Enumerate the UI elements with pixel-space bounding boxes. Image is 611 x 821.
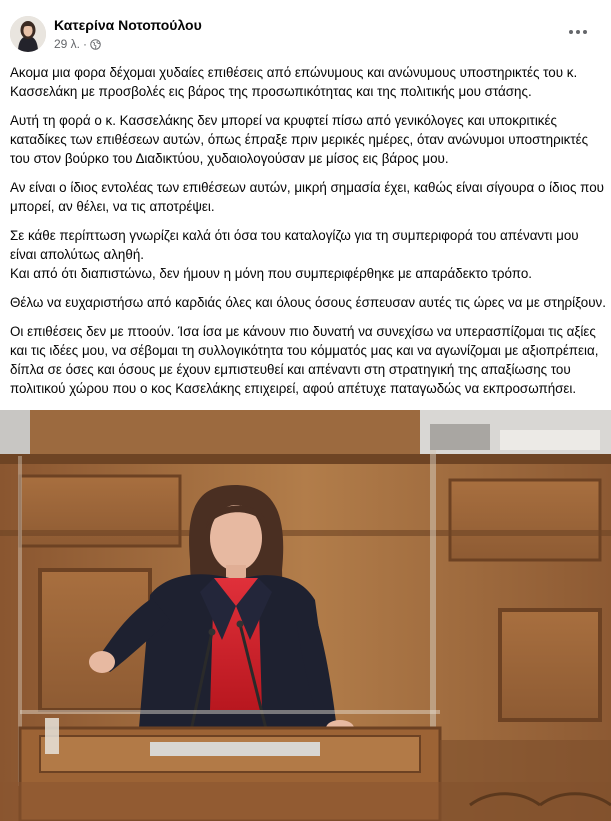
post-meta: 29 λ. · bbox=[54, 37, 101, 51]
more-options-icon[interactable] bbox=[566, 22, 590, 42]
post-paragraph: Σε κάθε περίπτωση γνωρίζει καλά ότι όσα του καταλογίζω για τη συμπεριφορά του απέναντι μου είναι απολύτως αληθή. bbox=[10, 228, 579, 262]
post-paragraph: Οι επιθέσεις δεν με πτοούν. Ίσα ίσα με κάνουν πιο δυνατή να συνεχίσω να υπερασπίζομαι τις αξίες και τις ιδέες μου, να σέβομαι τη συλλογικότητα του κόμματός μας και να αγωνίζομαι με αξιοπρέπεια, δίπλα σε όσες και όσους με έχουν εμπιστευθεί και απέναντι στη στρατηγική της απαξίωσης του πολιτικού χώρου που ο κος Κασελάκης επιχειρεί, αφού απέτυχε παταγωδώς να εκπροσωπήσει. bbox=[10, 324, 599, 396]
post-paragraph: Αν είναι ο ίδιος εντολέας των επιθέσεων αυτών, μικρή σημασία έχει, καθώς είναι σίγουρα ο ίδιος που μπορεί, αν θέλει, να τις αποτρέψει. bbox=[10, 180, 604, 214]
post-time[interactable]: 29 λ. bbox=[54, 37, 81, 51]
post-paragraph: Αυτή τη φορά ο κ. Κασσελάκης δεν μπορεί να κρυφτεί πίσω από γενικόλογες και υποκριτικές καταδίκες των επιθέσεων αυτών, όπως έπραξε πριν μερικές ημέρες, όταν ανώνυμοι υποστηρικτές του στον βούρκο του Διαδικτύου, χυδαιολογούσαν με μίσος εις βάρος μου. bbox=[10, 113, 589, 166]
author-name[interactable]: Κατερίνα Νοτοπούλου bbox=[54, 17, 202, 33]
avatar-image bbox=[10, 16, 46, 52]
post-paragraph: Ακομα μια φορα δέχομαι χυδαίες επιθέσεις από επώνυμους και ανώνυμους υποστηρικτές του κ. Κασσελάκη με προσβολές εις βάρος της προσωπικότητας και της πολιτικής μου στάσης. bbox=[10, 65, 578, 99]
post-paragraph: Και από ότι διαπιστώνω, δεν ήμουν η μόνη που συμπεριφέρθηκε με απαράδεκτο τρόπο. bbox=[10, 266, 533, 281]
globe-icon bbox=[90, 39, 101, 50]
post-header bbox=[0, 0, 611, 62]
post-text bbox=[10, 63, 606, 408]
post-paragraph: Θέλω να ευχαριστήσω από καρδιάς όλες και όλους όσους έσπευσαν αυτές τις ώρες να με στηρίξουν. bbox=[10, 295, 606, 310]
avatar[interactable] bbox=[10, 16, 46, 52]
photo-parliament-speaker bbox=[0, 410, 611, 821]
post-photo[interactable] bbox=[0, 410, 611, 821]
